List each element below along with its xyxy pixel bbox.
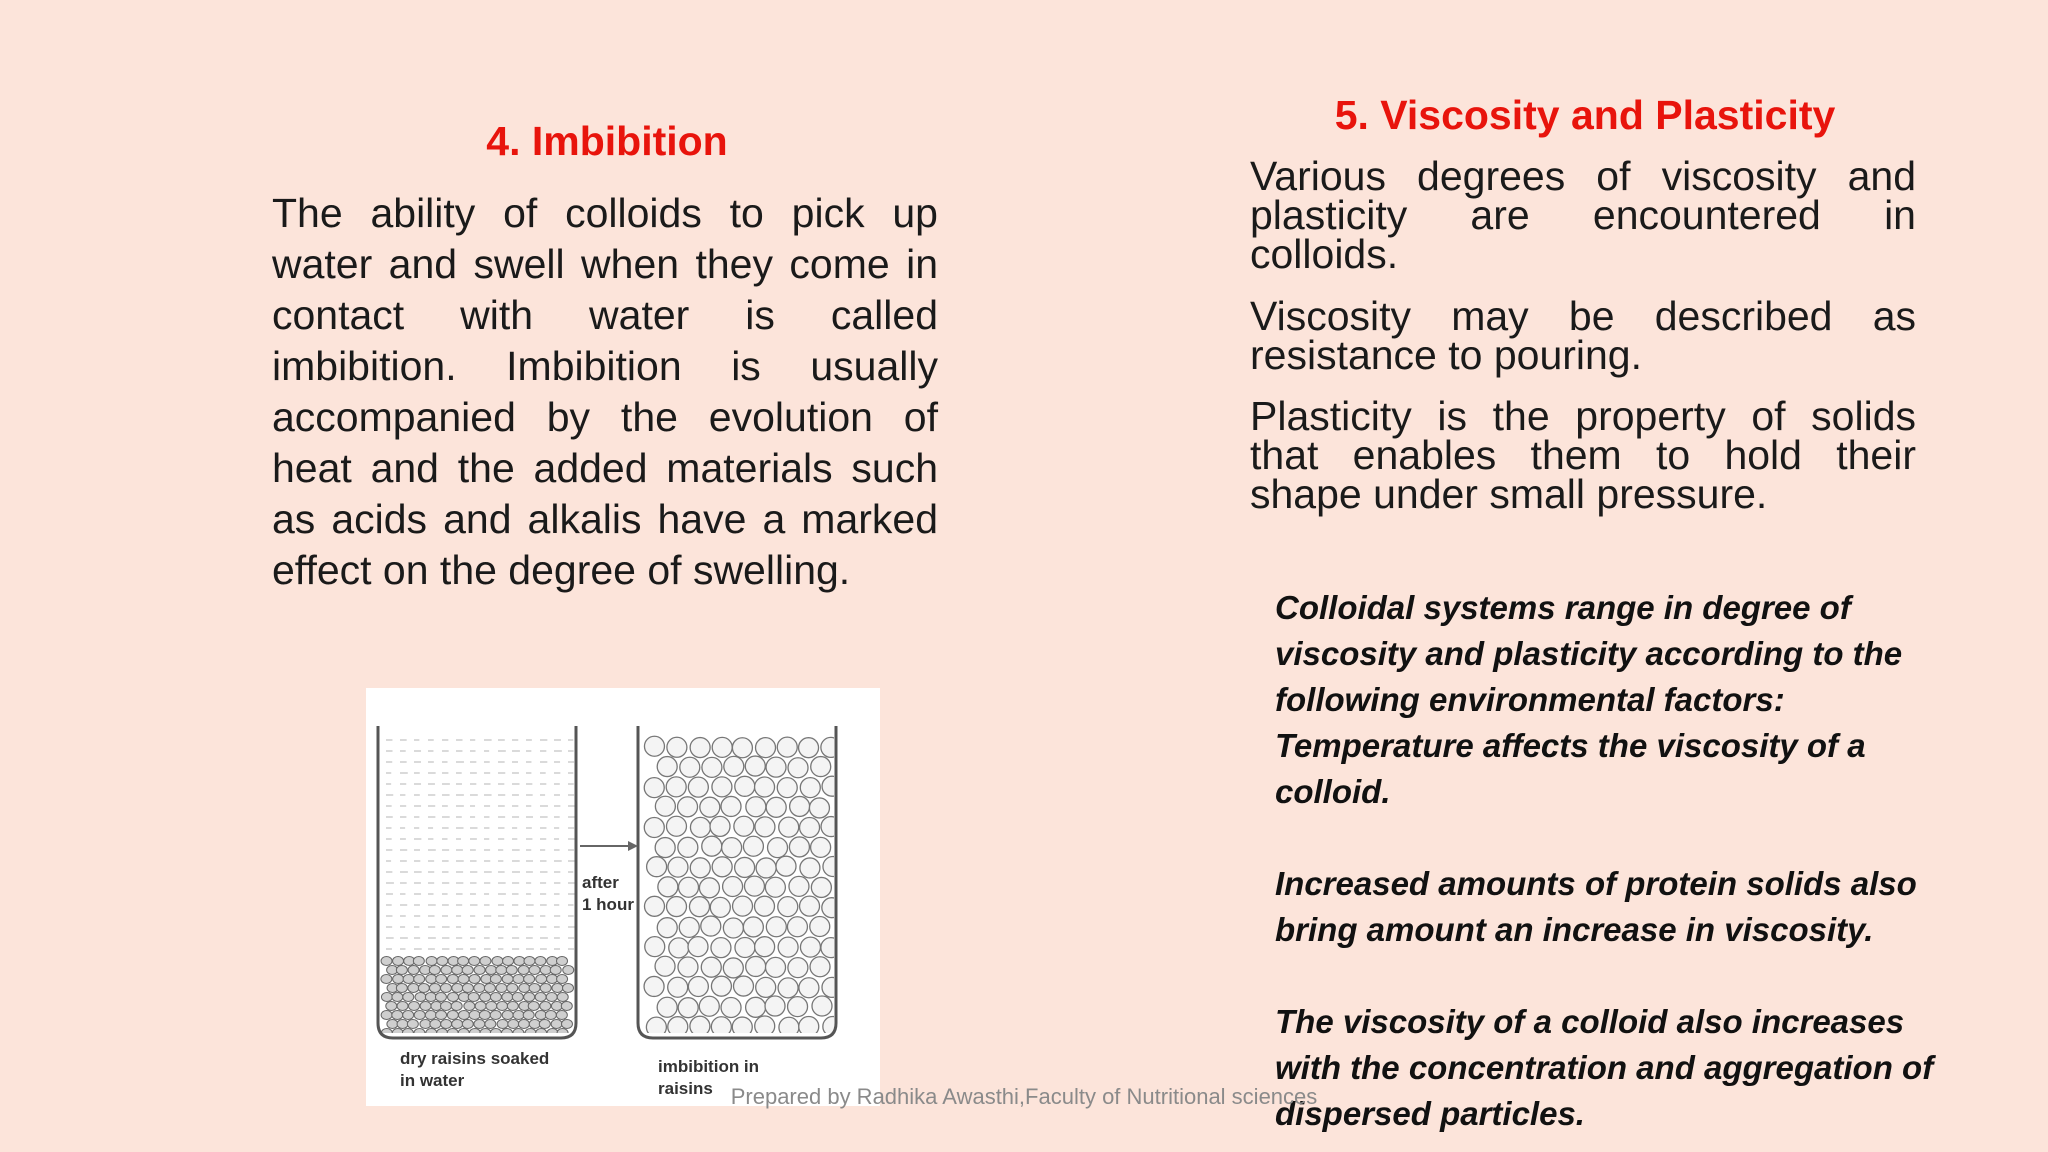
- viscosity-paragraph-3: Plasticity is the property of solids that enables them to hold their shape under small pressure.: [1250, 393, 1916, 517]
- left-caption-2: in water: [400, 1071, 465, 1090]
- viscosity-paragraph-2: Viscosity may be described as resistance to pouring.: [1250, 293, 1916, 378]
- dry-raisins: [381, 957, 574, 1038]
- arrow-label-2: 1 hour: [582, 895, 634, 914]
- note-1: Colloidal systems range in degree of viscosity and plasticity according to the following environmental factors: Temperature affects the viscosity of a colloid.: [1275, 589, 1903, 810]
- viscosity-paragraph-1: Various degrees of viscosity and plasticity are encountered in colloids.: [1250, 153, 1916, 277]
- left-caption-1: dry raisins soaked: [400, 1049, 550, 1068]
- imbibition-figure: [366, 688, 880, 1106]
- water-texture: [386, 740, 576, 949]
- note-3: The viscosity of a colloid also increases with the concentration and aggregation of dispersed particles.: [1275, 1003, 1934, 1132]
- note-2: Increased amounts of protein solids also bring amount an increase in viscosity.: [1275, 865, 1917, 948]
- arrow-icon: [580, 841, 638, 851]
- viscosity-notes: [1275, 585, 1935, 1137]
- arrow-label-1: after: [582, 873, 619, 892]
- viscosity-heading: 5. Viscosity and Plasticity: [1334, 92, 1836, 138]
- swollen-raisins: [644, 736, 843, 1037]
- right-caption-2: raisins: [658, 1079, 713, 1098]
- footer-credit: Prepared by Radhika Awasthi,Faculty of Nutritional sciences: [730, 1084, 1318, 1109]
- imbibition-heading: 4. Imbibition: [486, 118, 728, 164]
- imbibition-text: The ability of colloids to pick up water and swell when they come in contact with water is called imbibition. Imbibition is usually accompanied by the evolution of heat and the added materials such as acids and alkalis have a marked effect on the degree of swelling.: [272, 190, 938, 593]
- right-caption-1: imbibition in: [658, 1057, 760, 1076]
